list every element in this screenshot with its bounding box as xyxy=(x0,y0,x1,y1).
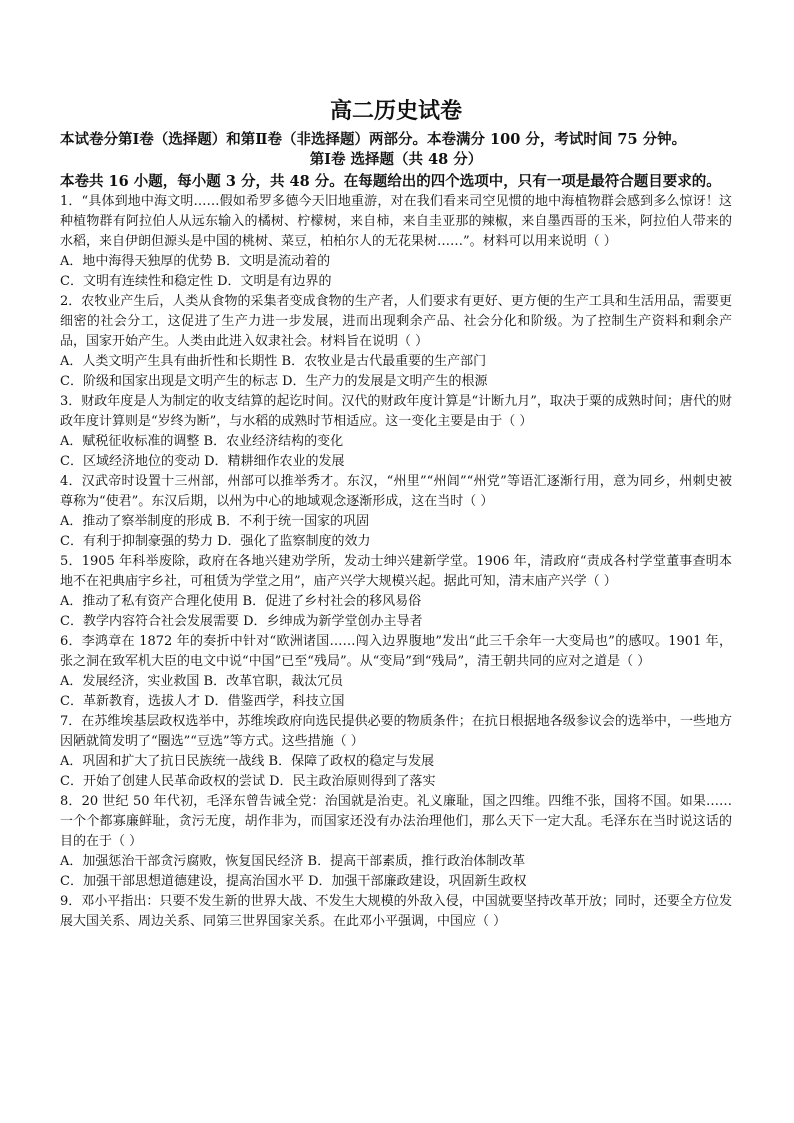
question-6-stem: 6．李鸿章在 1872 年的奏折中针对“欧洲诸国……闯入边界腹地”发出“此三千余年一大变局也”的感叹。1901 年，张之洞在致军机大臣的电文中说“中国”已至“残局”。从“变局”到“残局”，清王朝共同的应对之道是（ ） xyxy=(60,634,732,669)
question-5-stem: 5．1905 年科举废除，政府在各地兴建劝学所，发动士绅兴建新学堂。1906 年，清政府“责成各村学堂董事查明本地不在祀典庙宇乡社，可租赁为学堂之用”，庙产兴学大规模兴起。据此可知，清末庙产兴学（ ） xyxy=(60,554,732,589)
question-4-options-row-1: A．推动了察举制度的形成 B．不利于统一国家的巩固 xyxy=(60,514,370,529)
question-1-options-row-2: C．文明有连续性和稳定性 D．文明是有边界的 xyxy=(60,274,332,289)
question-8-stem: 8．20 世纪 50 年代初，毛泽东曾告诫全党：治国就是治吏。礼义廉耻，国之四维。四维不张，国将不国。如果……一个个都寡廉鲜耻，贪污无度，胡作非为，而国家还没有办法治理他们，那么天下一定大乱。毛泽东在当时说这话的目的在于（ ） xyxy=(60,794,732,849)
question-8-options-row-1: A．加强惩治干部贪污腐败，恢复国民经济 B．提高干部素质，推行政治体制改革 xyxy=(60,854,526,869)
question-3-options-row-2: C．区域经济地位的变动 D．精耕细作农业的发展 xyxy=(60,454,345,469)
question-4-options-row-2: C．有利于抑制豪强的势力 D．强化了监察制度的效力 xyxy=(60,534,371,549)
question-5-options-row-1: A．推动了私有资产合理化使用 B．促进了乡村社会的移风易俗 xyxy=(60,594,422,609)
question-2-options-row-1: A．人类文明产生具有曲折性和长期性 B．农牧业是古代最重要的生产部门 xyxy=(60,354,487,369)
question-6-options-row-1: A．发展经济，实业救国 B．改革官职，裁汰冗员 xyxy=(60,674,344,689)
section-instructions: 本卷共 16 小题，每小题 3 分，共 48 分。在每题给出的四个选项中，只有一项是最符合题目要求的。 xyxy=(60,173,721,190)
question-3-options-row-1: A．赋税征收标准的调整 B．农业经济结构的变化 xyxy=(60,434,344,449)
question-2-stem: 2．农牧业产生后，人类从食物的采集者变成食物的生产者，人们要求有更好、更方便的生产工具和生活用品，需要更细密的社会分工，这促进了生产力进一步发展，进而出现剩余产品、社会分化和阶级。为了控制生产资料和剩余产品，国家开始产生。人类由此进入奴隶社会。材料旨在说明（ ） xyxy=(60,294,732,349)
question-7-options-row-2: C．开始了创建人民革命政权的尝试 D．民主政治原则得到了落实 xyxy=(60,774,436,789)
question-7-stem: 7．在苏维埃基层政权选举中，苏维埃政府向选民提供必要的物质条件；在抗日根据地各级参议会的选举中，一些地方因陋就简发明了“圈选”“豆选”等方式。这些措施（ ） xyxy=(60,714,732,749)
question-3-stem: 3．财政年度是人为制定的收支结算的起讫时间。汉代的财政年度计算是“计断九月”，取决于粟的成熟时间；唐代的财政年度计算则是“岁终为断”，与水稻的成熟时节相适应。这一变化主要是由于（ ） xyxy=(60,394,732,429)
exam-page xyxy=(60,96,732,932)
question-1-options-row-1: A．地中海得天独厚的优势 B．文明是流动着的 xyxy=(60,254,331,269)
question-7-options-row-1: A．巩固和扩大了抗日民族统一战线 B．保障了政权的稳定与发展 xyxy=(60,754,435,769)
question-5-options-row-2: C．教学内容符合社会发展需要 D．乡绅成为新学堂创办主导者 xyxy=(60,614,423,629)
question-9-stem: 9．邓小平指出：只要不发生新的世界大战、不发生大规模的外敌入侵，中国就要坚持改革开放；同时，还要全方位发展大国关系、周边关系、同第三世界国家关系。在此邓小平强调，中国应（ ） xyxy=(60,894,732,929)
question-6-options-row-2: C．革新教育，选拔人才 D．借鉴西学，科技立国 xyxy=(60,694,345,709)
question-4-stem: 4．汉武帝时设置十三州部，州部可以推举秀才。东汉，“州里”“州闾”“州党”等语汇逐渐行用，意为同乡，州刺史被尊称为“使君”。东汉后期，以州为中心的地域观念逐渐形成，这在当时（ ） xyxy=(60,474,732,509)
question-2-options-row-2: C．阶级和国家出现是文明产生的标志 D．生产力的发展是文明产生的根源 xyxy=(60,374,488,389)
question-8-options-row-2: C．加强干部思想道德建设，提高治国水平 D．加强干部廉政建设，巩固新生政权 xyxy=(60,874,527,889)
exam-title: 高二历史试卷 xyxy=(329,98,462,124)
exam-intro: 本试卷分第Ⅰ卷（选择题）和第Ⅱ卷（非选择题）两部分。本卷满分 100 分，考试时间 75 分钟。 xyxy=(60,131,687,148)
section-title: 第Ⅰ卷 选择题（共 48 分） xyxy=(309,151,483,168)
question-1-stem: 1．“具体到地中海文明……假如希罗多德今天旧地重游，对在我们看来司空见惯的地中海植物群会感到多么惊讶！这种植物群有阿拉伯人从远东输入的橘树、柠檬树，来自柿，来自圭亚那的辣椒，来自墨西哥的玉米，阿拉伯人带来的水稻，来自伊朗但源头是中国的桃树、菜豆，柏柏尔人的无花果树……”。材料可以用来说明（ ） xyxy=(60,194,732,249)
